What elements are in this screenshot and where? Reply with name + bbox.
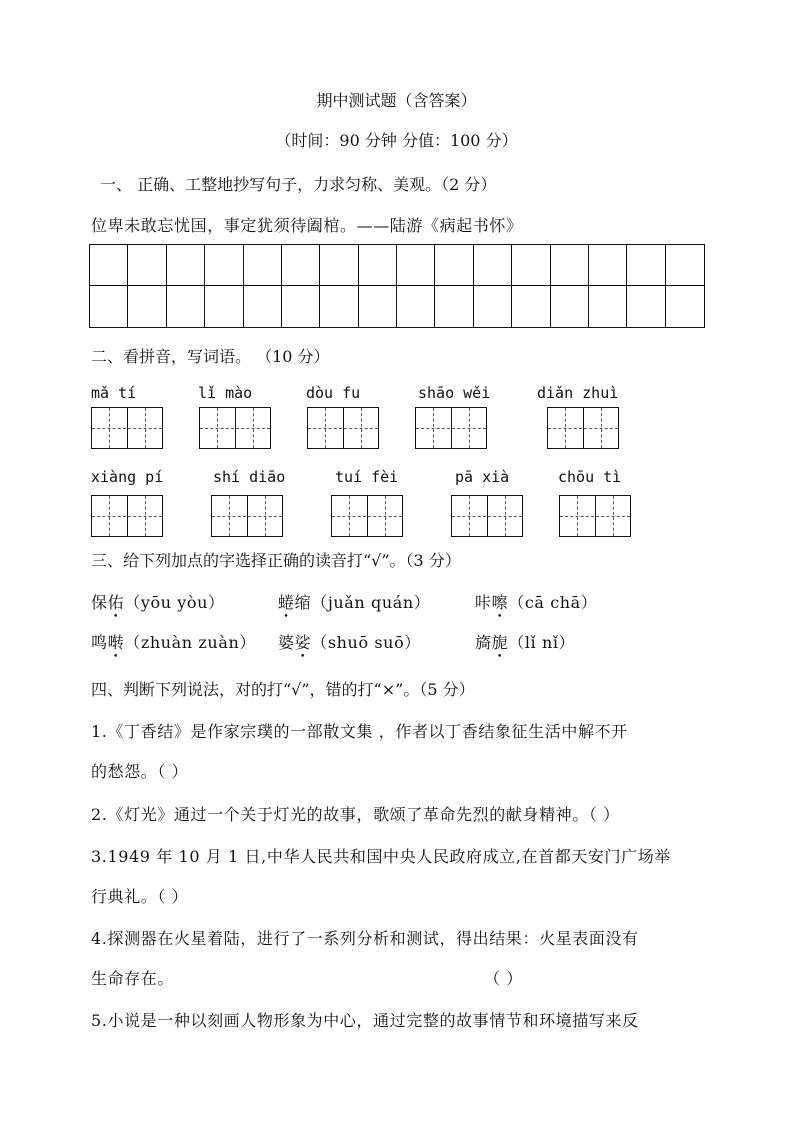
judgment-line: 5.小说是一种以刻画人物形象为中心，通过完整的故事情节和环境描写来反 [91,1011,639,1030]
judgment-line: 4.探测器在火星着陆，进行了一系列分析和测试，得出结果：火星表面没有 [91,929,639,948]
grid-cell[interactable] [512,286,550,327]
section1-heading: 一、 正确、工整地抄写句子，力求匀称、美观。（2 分） [100,175,497,194]
dotted-char: 娑 [294,633,312,652]
grid-cell[interactable] [244,245,282,286]
answer-box[interactable] [199,407,271,449]
grid-cell[interactable] [167,245,205,286]
judgment-line: 1.《丁香结》是作家宗璞的一部散文集 ，作者以丁香结象征生活中解不开 [91,722,628,741]
word-char: 缩 [294,593,312,612]
dotted-char: 嚓 [491,593,509,612]
grid-cell[interactable] [666,245,704,286]
grid-cell[interactable] [435,245,473,286]
pinyin-label: dòu fu [306,384,361,402]
grid-cell[interactable] [128,286,166,327]
grid-cell[interactable] [90,286,128,327]
word-char: 旖 [475,633,492,652]
grid-cell[interactable] [397,245,435,286]
answer-box[interactable] [415,407,487,449]
answer-box[interactable] [331,495,403,537]
grid-cell[interactable] [435,286,473,327]
word-char: 保 [91,593,108,612]
answer-box[interactable] [91,407,163,449]
answer-box[interactable] [559,495,631,537]
grid-cell[interactable] [589,245,627,286]
pinyin-label: lǐ mào [198,384,253,402]
grid-cell[interactable] [474,245,512,286]
reading-item [475,630,575,653]
word-char: 鸣 [91,633,108,652]
grid-cell[interactable] [282,245,320,286]
dotted-char: 蜷 [278,593,295,612]
pinyin-label: shí diāo [213,468,286,486]
reading-options[interactable]: （zhuàn zuàn） [124,633,256,652]
judgment-line: 生命存在。 [91,969,175,988]
pinyin-label: shāo wěi [418,384,491,402]
grid-cell[interactable] [627,286,665,327]
grid-cell[interactable] [244,286,282,327]
section4-heading: 四、判断下列说法，对的打“√”，错的打“×”。（5 分） [91,680,475,699]
page-title: 期中测试题（含答案） [316,91,477,110]
reading-item [475,590,597,613]
answer-box[interactable] [91,495,163,537]
grid-cell[interactable] [90,245,128,286]
grid-cell[interactable] [551,286,589,327]
dotted-char: 啭 [107,633,125,652]
pinyin-label: xiàng pí [91,468,164,486]
grid-cell[interactable] [167,286,205,327]
pinyin-label: mǎ tí [91,384,137,402]
dotted-char: 旎 [491,633,509,652]
pinyin-label: pā xià [455,468,510,486]
grid-cell[interactable] [320,245,358,286]
word-char: 婆 [278,633,295,652]
grid-cell[interactable] [128,245,166,286]
answer-box[interactable] [451,495,523,537]
judgment-answer-line[interactable]: 的愁怨。（ ） [91,762,189,781]
judgment-answer-line[interactable]: 行典礼。（ ） [91,887,189,906]
copy-grid[interactable] [89,244,705,328]
section3-heading: 三、给下列加点的字选择正确的读音打“√”。（3 分） [91,551,461,570]
pinyin-label: tuí fèi [335,468,399,486]
judgment-answer-line[interactable]: 2.《灯光》通过一个关于灯光的故事，歌颂了革命先烈的献身精神。（ ） [91,805,620,824]
pinyin-label: diǎn zhuì [537,384,619,402]
section2-heading: 二、看拼音，写词语。 （10 分） [91,347,330,366]
reading-item [91,590,225,613]
grid-cell[interactable] [474,286,512,327]
grid-cell[interactable] [359,286,397,327]
reading-options[interactable]: （juǎn quán） [311,593,431,612]
reading-options[interactable]: （yōu yòu） [124,593,225,612]
answer-box[interactable] [211,495,283,537]
grid-cell[interactable] [205,286,243,327]
grid-cell[interactable] [589,286,627,327]
reading-item [278,630,421,653]
reading-options[interactable]: （lǐ nǐ） [508,633,576,652]
answer-box[interactable] [547,407,619,449]
grid-cell[interactable] [627,245,665,286]
reading-options[interactable]: （cā chā） [508,593,598,612]
grid-cell[interactable] [512,245,550,286]
grid-cell[interactable] [397,286,435,327]
reading-options[interactable]: （shuō suō） [311,633,421,652]
grid-cell[interactable] [205,245,243,286]
exam-info: （时间：90 分钟 分值：100 分） [275,131,518,150]
reading-item [91,630,256,653]
section1-sentence: 位卑未敢忘忧国，事定犹须待阖棺。——陆游《病起书怀》 [91,216,523,235]
judgment-line: 3.1949 年 10 月 1 日,中华人民共和国中央人民政府成立,在首都天安门广场举 [91,847,671,866]
answer-parens[interactable]: （ ） [484,969,523,988]
dotted-char: 佑 [107,593,125,612]
word-char: 咔 [475,593,492,612]
reading-item [278,590,430,613]
grid-cell[interactable] [359,245,397,286]
grid-cell[interactable] [320,286,358,327]
grid-cell[interactable] [551,245,589,286]
pinyin-label: chōu tì [558,468,622,486]
answer-box[interactable] [307,407,379,449]
grid-cell[interactable] [666,286,704,327]
grid-cell[interactable] [282,286,320,327]
